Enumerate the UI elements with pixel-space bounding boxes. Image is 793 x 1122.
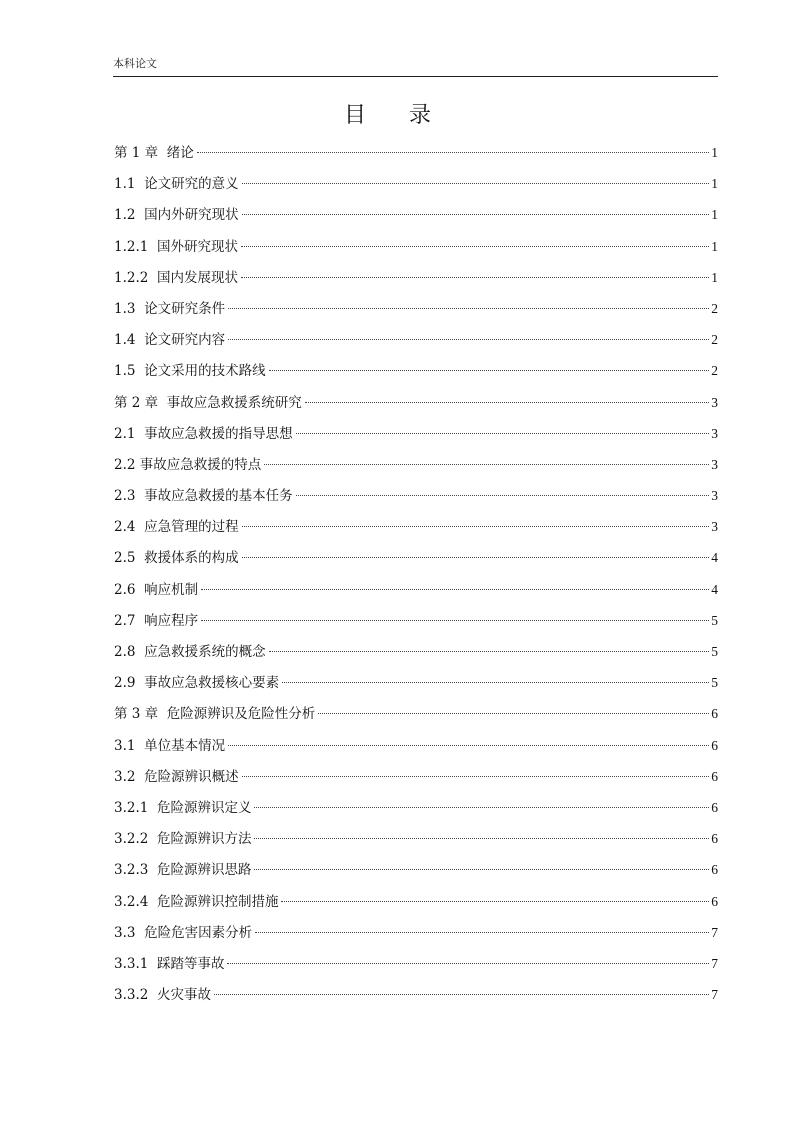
toc-entry-title: 事故应急救援的特点 xyxy=(139,456,262,473)
toc-entry[interactable] xyxy=(114,667,718,698)
toc-entry-page: 1 xyxy=(711,207,718,223)
toc-entry-title: 论文研究的意义 xyxy=(144,176,239,193)
toc-dot-leader xyxy=(296,495,710,496)
toc-entry-title: 单位基本情况 xyxy=(144,737,226,754)
toc-entry-number: 2.1 xyxy=(114,425,136,442)
toc-entry-page: 2 xyxy=(711,363,718,379)
toc-entry[interactable] xyxy=(114,168,718,199)
toc-entry[interactable] xyxy=(114,917,718,948)
toc-entry-number: 第 2 章 xyxy=(114,394,159,411)
toc-entry-number: 2.5 xyxy=(114,550,136,567)
toc-entry-gap xyxy=(135,575,144,606)
toc-entry-title: 论文采用的技术路线 xyxy=(144,363,266,380)
toc-entry-number: 第 3 章 xyxy=(114,706,159,723)
toc-entry-number: 3.3.2 xyxy=(114,987,149,1004)
toc-entry-number: 2.2 xyxy=(114,456,136,473)
toc-entry-page: 6 xyxy=(711,768,718,784)
toc-entry-gap xyxy=(135,637,144,668)
toc-entry-gap xyxy=(148,263,157,294)
toc-entry[interactable] xyxy=(114,231,718,262)
toc-entry-title: 火灾事故 xyxy=(156,987,211,1004)
toc-entry[interactable] xyxy=(114,387,718,418)
toc-entry-page: 3 xyxy=(711,394,718,410)
toc-entry[interactable] xyxy=(114,730,718,761)
toc-entry-page: 6 xyxy=(711,862,718,878)
toc-entry-number: 3.2.2 xyxy=(114,831,149,848)
toc-dot-leader xyxy=(296,433,710,434)
toc-entry-number: 2.6 xyxy=(114,581,136,598)
toc-entry-title: 应急管理的过程 xyxy=(144,519,239,536)
toc-entry-number: 3.2.4 xyxy=(114,893,149,910)
toc-entry-page: 7 xyxy=(711,955,718,971)
toc-entry-page: 4 xyxy=(711,550,718,566)
toc-entry-title: 危险危害因素分析 xyxy=(144,924,253,941)
toc-entry-number: 3.1 xyxy=(114,737,136,754)
page-header xyxy=(113,52,718,77)
toc-entry-gap xyxy=(135,543,144,574)
toc-dot-leader xyxy=(242,214,710,215)
toc-entry[interactable] xyxy=(114,854,718,885)
toc-entry-number: 2.3 xyxy=(114,488,136,505)
toc-entry-title: 事故应急救援系统研究 xyxy=(166,394,302,411)
toc-dot-leader xyxy=(255,932,709,933)
toc-dot-leader xyxy=(264,464,709,465)
toc-dot-leader xyxy=(228,745,709,746)
toc-entry-page: 5 xyxy=(711,612,718,628)
toc-dot-leader xyxy=(269,370,710,371)
toc-entry-title: 危险源辨识定义 xyxy=(156,799,252,816)
toc-entry-page: 1 xyxy=(711,269,718,285)
toc-entry-number: 3.3.1 xyxy=(114,955,149,972)
toc-entry[interactable] xyxy=(114,418,718,449)
toc-entry-number: 3.3 xyxy=(114,924,136,941)
toc-entry-page: 1 xyxy=(711,238,718,254)
toc-entry[interactable] xyxy=(114,355,718,386)
toc-entry[interactable] xyxy=(114,979,718,1010)
toc-entry-title: 论文研究内容 xyxy=(144,332,226,349)
toc-entry-page: 7 xyxy=(711,924,718,940)
toc-entry-title: 危险源辨识方法 xyxy=(156,831,252,848)
toc-entry[interactable] xyxy=(114,511,718,542)
toc-dot-leader xyxy=(318,713,709,714)
toc-entry-gap xyxy=(148,793,157,824)
toc-entry-gap xyxy=(148,949,157,980)
toc-entry-title: 危险源辨识思路 xyxy=(156,862,252,879)
toc-entry-page: 5 xyxy=(711,644,718,659)
toc-dot-leader xyxy=(201,620,709,621)
toc-entry-gap xyxy=(135,325,144,356)
toc-entry[interactable] xyxy=(114,636,718,667)
toc-dot-leader xyxy=(242,557,710,558)
toc-entry-number: 1.3 xyxy=(114,300,136,317)
toc-entry-title: 国外研究现状 xyxy=(156,238,238,255)
toc-entry-gap xyxy=(158,388,167,419)
toc-entry-page: 6 xyxy=(711,893,718,909)
toc-dot-leader xyxy=(254,869,709,870)
toc-entry-gap xyxy=(135,512,144,543)
toc-entry-gap xyxy=(135,731,144,762)
toc-dot-leader xyxy=(242,776,710,777)
toc-entry-page: 3 xyxy=(711,488,718,504)
toc-entry[interactable] xyxy=(114,761,718,792)
toc-entry[interactable] xyxy=(114,823,718,854)
toc-entry[interactable] xyxy=(114,542,718,573)
toc-dot-leader xyxy=(241,246,709,247)
toc-entry-number: 2.7 xyxy=(114,612,136,629)
toc-entry-number: 2.4 xyxy=(114,519,136,536)
toc-entry-gap xyxy=(148,824,157,855)
toc-entry-title: 绪论 xyxy=(166,145,194,161)
toc-entry-gap xyxy=(135,356,144,387)
toc-entry-title: 应急救援系统的概念 xyxy=(144,644,266,660)
toc-entry-number: 1.2.1 xyxy=(114,238,149,255)
toc-entry-page: 6 xyxy=(711,706,718,722)
toc-dot-leader xyxy=(282,682,709,683)
toc-entry-title: 危险源辨识概述 xyxy=(144,768,239,785)
toc-entry-gap xyxy=(148,887,157,918)
toc-list xyxy=(114,137,718,1010)
toc-entry-page: 3 xyxy=(711,519,718,535)
toc-entry[interactable] xyxy=(114,792,718,823)
toc-entry[interactable] xyxy=(114,324,718,355)
toc-entry-page: 1 xyxy=(711,145,718,160)
toc-entry-gap xyxy=(135,481,144,512)
toc-dot-leader xyxy=(227,963,709,964)
toc-dot-leader xyxy=(241,277,709,278)
toc-entry-title: 危险源辨识控制措施 xyxy=(156,893,279,910)
toc-entry-title: 国内外研究现状 xyxy=(144,207,239,224)
toc-dot-leader xyxy=(242,526,710,527)
toc-entry-gap xyxy=(148,232,157,263)
toc-entry[interactable] xyxy=(114,886,718,917)
toc-entry-title: 危险源辨识及危险性分析 xyxy=(166,706,316,723)
toc-entry-title: 事故应急救援的指导思想 xyxy=(144,425,293,442)
toc-entry[interactable] xyxy=(114,293,718,324)
toc-entry-number: 3.2 xyxy=(114,768,136,785)
toc-entry-gap xyxy=(158,699,167,730)
toc-entry-gap xyxy=(135,668,144,699)
toc-entry[interactable] xyxy=(114,199,718,230)
toc-entry-page: 4 xyxy=(711,581,718,597)
toc-entry-number: 1.1 xyxy=(114,176,136,193)
toc-entry-gap xyxy=(135,606,144,637)
toc-dot-leader xyxy=(269,651,710,652)
running-title: 本科论文 xyxy=(113,57,157,70)
toc-entry-number: 1.4 xyxy=(114,332,136,349)
toc-entry-gap xyxy=(135,762,144,793)
toc-entry-number: 3.2.3 xyxy=(114,862,149,879)
toc-entry-number: 1.2 xyxy=(114,207,136,224)
toc-entry-number: 1.2.2 xyxy=(114,269,149,286)
toc-entry-page: 3 xyxy=(711,425,718,441)
toc-entry-title: 国内发展现状 xyxy=(156,269,238,286)
toc-entry-page: 2 xyxy=(711,300,718,316)
toc-dot-leader xyxy=(197,152,709,153)
toc-entry[interactable] xyxy=(114,698,718,729)
toc-entry-gap xyxy=(148,855,157,886)
toc-entry[interactable] xyxy=(114,948,718,979)
toc-entry[interactable] xyxy=(114,262,718,293)
toc-dot-leader xyxy=(254,807,709,808)
toc-entry-gap xyxy=(158,138,167,169)
toc-entry[interactable] xyxy=(114,449,718,480)
toc-entry-page: 7 xyxy=(711,987,718,1003)
toc-entry-number: 3.2.1 xyxy=(114,799,149,816)
toc-dot-leader xyxy=(242,183,710,184)
toc-entry-number: 2.8 xyxy=(114,644,136,660)
toc-entry-title: 响应机制 xyxy=(144,581,199,598)
toc-dot-leader xyxy=(214,994,709,995)
toc-entry-page: 1 xyxy=(711,176,718,192)
toc-entry-title: 事故应急救援的基本任务 xyxy=(144,488,293,505)
toc-entry-gap xyxy=(148,980,157,1011)
toc-entry-gap xyxy=(135,918,144,949)
toc-dot-leader xyxy=(201,589,709,590)
toc-entry-page: 5 xyxy=(711,675,718,691)
toc-entry[interactable] xyxy=(114,605,718,636)
toc-entry[interactable] xyxy=(114,480,718,511)
toc-dot-leader xyxy=(228,339,709,340)
toc-entry-page: 6 xyxy=(711,737,718,753)
toc-entry-number: 1.5 xyxy=(114,363,136,380)
toc-dot-leader xyxy=(281,901,709,902)
toc-dot-leader xyxy=(228,308,709,309)
toc-dot-leader xyxy=(254,838,709,839)
toc-entry-title: 踩踏等事故 xyxy=(156,955,225,972)
toc-dot-leader xyxy=(305,402,709,403)
toc-entry[interactable] xyxy=(114,574,718,605)
toc-entry-gap xyxy=(135,419,144,450)
toc-entry-title: 响应程序 xyxy=(144,612,199,629)
toc-entry-gap xyxy=(135,169,144,200)
toc-entry-page: 2 xyxy=(711,332,718,348)
toc-entry-title: 事故应急救援核心要素 xyxy=(144,675,280,692)
toc-entry-page: 3 xyxy=(711,456,718,472)
toc-entry-title: 救援体系的构成 xyxy=(144,550,239,567)
toc-entry-gap xyxy=(135,294,144,325)
toc-entry-page: 6 xyxy=(711,831,718,847)
toc-entry[interactable] xyxy=(114,137,718,168)
toc-entry-number: 第 1 章 xyxy=(114,145,159,161)
toc-entry-number: 2.9 xyxy=(114,675,136,692)
toc-entry-page: 6 xyxy=(711,799,718,815)
toc-entry-title: 论文研究条件 xyxy=(144,300,226,317)
toc-title: 目 录 xyxy=(344,103,449,128)
toc-entry-gap xyxy=(135,200,144,231)
